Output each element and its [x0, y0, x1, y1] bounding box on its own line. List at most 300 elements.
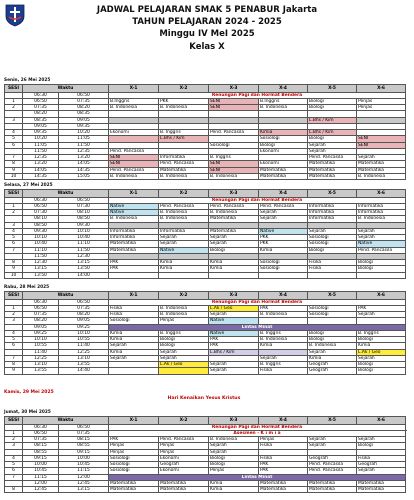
subject-cell: Matematika — [357, 167, 406, 173]
time-start-cell: 11:50 — [23, 148, 59, 154]
time-end-cell: 11:15 — [59, 468, 109, 474]
subject-cell: Matematika — [259, 480, 308, 486]
time-end-cell: 08:35 — [59, 111, 109, 117]
time-end-cell: 09:35 — [59, 123, 109, 129]
time-end-cell: 08:15 — [59, 437, 109, 443]
time-end-cell: 10:55 — [59, 337, 109, 343]
subject-cell: PAK — [209, 343, 259, 349]
time-start-cell: 08:50 — [23, 222, 59, 228]
time-start-cell: 06:30 — [23, 197, 59, 203]
subject-cell: Matematika — [259, 173, 308, 179]
subject-cell: Matematika — [308, 480, 357, 486]
subject-cell: Biologi — [308, 247, 357, 253]
subject-cell: PAK — [259, 305, 308, 311]
holiday-notice — [4, 390, 404, 403]
table-header-row — [5, 190, 406, 198]
column-header: Waktu — [23, 85, 109, 93]
subject-cell: B. Indonesia — [159, 312, 209, 318]
subject-cell — [308, 272, 357, 278]
subject-cell: Sejarah — [308, 437, 357, 443]
subject-cell: SENI — [357, 136, 406, 142]
column-header: Waktu — [23, 417, 109, 425]
subject-cell: B. Indonesia — [209, 173, 259, 179]
time-end-cell: 08:50 — [59, 216, 109, 222]
subject-cell: Informatika — [308, 210, 357, 216]
session-cell: 6 — [5, 142, 23, 148]
subject-cell: Sejarah — [259, 210, 308, 216]
time-end-cell: 13:15 — [59, 487, 109, 493]
time-start-cell: 07:35 — [23, 312, 59, 318]
subject-cell: Kimia — [109, 330, 159, 336]
time-start-cell: 14:05 — [23, 167, 59, 173]
session-cell: 7 — [5, 355, 23, 361]
subject-cell: Biologi — [308, 136, 357, 142]
subject-cell: Biologi — [259, 142, 308, 148]
subject-cell: Kimia — [209, 260, 259, 266]
schedule-table — [4, 84, 406, 180]
column-header: X-5 — [308, 190, 357, 198]
time-end-cell: 10:10 — [59, 228, 109, 234]
session-cell: 6 — [5, 343, 23, 349]
session-cell: 1 — [5, 203, 23, 209]
subject-cell: B. Indonesia — [209, 437, 259, 443]
subject-cell: Biologi — [209, 247, 259, 253]
subject-cell: L.Ak / Geo — [209, 305, 259, 311]
subject-cell: Fisika — [109, 312, 159, 318]
subject-cell: B. Inggris — [159, 130, 209, 136]
column-header: X-4 — [259, 417, 308, 425]
subject-cell: SENI — [209, 167, 259, 173]
subject-cell — [357, 272, 406, 278]
time-end-cell: 15:05 — [59, 173, 109, 179]
column-header: X-4 — [259, 190, 308, 198]
session-cell: 7 — [5, 155, 23, 161]
subject-cell: L.Bhs / Kim — [308, 117, 357, 123]
subject-cell: Sosiologi — [109, 468, 159, 474]
column-header: X-6 — [357, 190, 406, 198]
time-end-cell: 08:10 — [59, 210, 109, 216]
subject-cell: Sejarah — [209, 235, 259, 241]
time-end-cell: 11:05 — [59, 136, 109, 142]
subject-cell: Matematika — [308, 167, 357, 173]
time-start-cell: 14:35 — [23, 173, 59, 179]
subject-cell: SENI — [357, 142, 406, 148]
subject-cell: Biologi — [357, 362, 406, 368]
subject-cell: Informatika — [109, 228, 159, 234]
subject-cell — [259, 272, 308, 278]
time-end-cell: 07:35 — [59, 98, 109, 104]
subject-cell: Geografi — [308, 368, 357, 374]
subject-cell: Sosiologi — [109, 455, 159, 461]
time-start-cell: 13:10 — [23, 362, 59, 368]
subject-cell: B. Inggris — [209, 155, 259, 161]
subject-cell: Sejarah — [308, 349, 357, 355]
subject-cell: PAK — [109, 437, 159, 443]
subject-cell: Geografi — [308, 362, 357, 368]
column-header: SESI — [5, 292, 23, 300]
subject-cell: Biologi — [357, 260, 406, 266]
session-cell: 5 — [5, 462, 23, 468]
time-end-cell: 13:20 — [59, 155, 109, 161]
time-end-cell: 13:55 — [59, 362, 109, 368]
subject-cell: Informatika — [109, 235, 159, 241]
time-start-cell: 10:10 — [23, 235, 59, 241]
session-cell: 2 — [5, 312, 23, 318]
time-start-cell: 07:30 — [23, 210, 59, 216]
subject-cell: Ekonomi — [159, 468, 209, 474]
subject-cell: Penjas — [109, 449, 159, 455]
time-end-cell: 08:55 — [59, 443, 109, 449]
subject-cell: Sejarah — [357, 228, 406, 234]
subject-cell: Native — [109, 203, 159, 209]
table-row — [5, 173, 406, 179]
time-end-cell: 13:15 — [59, 260, 109, 266]
session-cell: 1 — [5, 430, 23, 436]
subject-cell: Informatika — [308, 203, 357, 209]
subject-cell: Fisika — [308, 266, 357, 272]
time-end-cell: 12:35 — [59, 148, 109, 154]
subject-cell: Ekonomi — [109, 130, 159, 136]
subject-cell: Native — [209, 330, 259, 336]
subject-cell: Sejarah — [209, 362, 259, 368]
subject-cell: B. Indonesia — [357, 216, 406, 222]
time-start-cell: 10:45 — [23, 468, 59, 474]
subject-cell: Sejarah — [209, 312, 259, 318]
subject-cell: Native — [357, 241, 406, 247]
subject-cell — [109, 368, 159, 374]
time-end-cell: 09:25 — [59, 324, 109, 330]
time-end-cell: 10:40 — [59, 235, 109, 241]
subject-cell: Sosiologi — [109, 318, 159, 324]
session-cell: 9 — [5, 266, 23, 272]
event-banner: Renungan Pagi dan Hormat Bendera — [109, 299, 406, 305]
subject-cell: Sejarah — [159, 235, 209, 241]
time-start-cell: 06:50 — [23, 203, 59, 209]
subject-cell: Matematika — [159, 167, 209, 173]
table-header-row — [5, 85, 406, 93]
subject-cell: Penjas — [109, 443, 159, 449]
day-label: Rabu, 28 Mei 2025 — [4, 285, 50, 290]
column-header: X-1 — [109, 190, 159, 198]
class-label: Kelas X — [189, 42, 225, 52]
subject-cell: PAK — [259, 462, 308, 468]
elective-banner: Lintas Minat — [109, 324, 406, 330]
time-end-cell: 10:20 — [59, 130, 109, 136]
subject-cell: B. Indonesia — [259, 337, 308, 343]
subject-cell: Sosiologi — [259, 260, 308, 266]
time-start-cell: 06:50 — [23, 98, 59, 104]
time-start-cell: 11:05 — [23, 142, 59, 148]
column-header: X-2 — [159, 292, 209, 300]
time-start-cell: 06:50 — [23, 430, 59, 436]
subject-cell: Sejarah — [209, 449, 259, 455]
time-end-cell: 07:35 — [59, 305, 109, 311]
table-row — [5, 272, 406, 278]
subject-cell: Kimia — [109, 349, 159, 355]
subject-cell: Geografi — [159, 462, 209, 468]
column-header: X-6 — [357, 292, 406, 300]
session-cell: 7 — [5, 474, 23, 480]
subject-cell: Native — [109, 210, 159, 216]
session-cell: 6 — [5, 468, 23, 474]
time-end-cell: 12:45 — [59, 480, 109, 486]
time-end-cell: 10:10 — [59, 330, 109, 336]
event-banner: Renungan Pagi dan Hormat Bendera — [109, 424, 406, 430]
schedule-table — [4, 416, 406, 493]
time-end-cell: 14:00 — [59, 272, 109, 278]
time-start-cell: 12:00 — [23, 480, 59, 486]
time-start-cell: 09:25 — [23, 330, 59, 336]
time-end-cell: 08:20 — [59, 105, 109, 111]
time-end-cell: 14:05 — [59, 161, 109, 167]
column-header: X-2 — [159, 417, 209, 425]
time-start-cell: 10:00 — [23, 462, 59, 468]
subject-cell: Penjas — [159, 318, 209, 324]
subject-cell: Sosiologi — [308, 312, 357, 318]
subject-cell: Matematika — [159, 480, 209, 486]
column-header: X-3 — [209, 292, 259, 300]
session-cell: 6 — [5, 241, 23, 247]
column-header: SESI — [5, 190, 23, 198]
table-row — [5, 487, 406, 493]
time-start-cell: 08:10 — [23, 216, 59, 222]
subject-cell: B. Indonesia — [308, 343, 357, 349]
column-header: Waktu — [23, 190, 109, 198]
session-cell: 2 — [5, 437, 23, 443]
subject-cell: Biologi — [357, 337, 406, 343]
column-header: X-2 — [159, 85, 209, 93]
subject-cell: B. Inggris — [259, 330, 308, 336]
subject-cell: Penjas — [209, 468, 259, 474]
subject-cell: Sosiologi — [109, 462, 159, 468]
subject-cell: B.Inggris — [109, 98, 159, 104]
time-start-cell: 09:05 — [23, 123, 59, 129]
time-start-cell: 11:15 — [23, 474, 59, 480]
time-start-cell: 08:20 — [23, 318, 59, 324]
subject-cell: Sejarah — [259, 355, 308, 361]
subject-cell: Sejarah — [159, 349, 209, 355]
time-end-cell: 11:50 — [59, 247, 109, 253]
subject-cell: Sejarah — [259, 216, 308, 222]
subject-cell: Matematika — [357, 487, 406, 493]
subject-cell: Pend. Pancasila — [209, 130, 259, 136]
subject-cell: SENI — [209, 105, 259, 111]
time-start-cell: 09:05 — [23, 324, 59, 330]
time-start-cell: 13:55 — [23, 368, 59, 374]
event-banner: Asesmen - K i m i a — [109, 430, 406, 436]
subject-cell: Kimia — [209, 487, 259, 493]
schedule-title: JADWAL PELAJARAN SMAK 5 PENABUR Jakarta — [96, 5, 318, 15]
subject-cell: SENI — [109, 161, 159, 167]
subject-cell: Biologi — [308, 330, 357, 336]
session-cell: 3 — [5, 222, 23, 228]
subject-cell: Kimia — [259, 130, 308, 136]
time-start-cell: 13:20 — [23, 161, 59, 167]
column-header: X-1 — [109, 417, 159, 425]
subject-cell: Sejarah — [159, 241, 209, 247]
session-cell: 3 — [5, 117, 23, 123]
subject-cell: Sejarah — [308, 148, 357, 154]
subject-cell: Penjas — [159, 443, 209, 449]
subject-cell: Matematika — [357, 161, 406, 167]
subject-cell: Native — [209, 318, 259, 324]
time-start-cell: 12:35 — [23, 155, 59, 161]
subject-cell: Sejarah — [357, 437, 406, 443]
time-end-cell: 10:45 — [59, 462, 109, 468]
time-end-cell: 06:50 — [59, 299, 109, 305]
subject-cell: Sejarah — [308, 142, 357, 148]
subject-cell: Sejarah — [357, 155, 406, 161]
time-end-cell: 08:20 — [59, 312, 109, 318]
time-end-cell: 06:50 — [59, 92, 109, 98]
subject-cell: Kimia — [159, 260, 209, 266]
subject-cell: Kimia — [259, 247, 308, 253]
subject-cell: Sejarah — [109, 343, 159, 349]
subject-cell: Sosiologi — [209, 142, 259, 148]
subject-cell: L.Ak / Geo — [357, 349, 406, 355]
session-cell: 8 — [5, 362, 23, 368]
time-start-cell: 06:30 — [23, 92, 59, 98]
time-start-cell: 06:50 — [23, 305, 59, 311]
time-start-cell: 08:15 — [23, 443, 59, 449]
subject-cell: Sejarah — [209, 241, 259, 247]
subject-cell: SENI — [109, 155, 159, 161]
holiday-day-label: Kamis, 29 Mei 2025 — [4, 390, 54, 395]
time-start-cell: 13:50 — [23, 272, 59, 278]
subject-cell: Matematika — [109, 487, 159, 493]
session-cell: 3 — [5, 318, 23, 324]
subject-cell: Kimia — [357, 343, 406, 349]
session-cell: 4 — [5, 330, 23, 336]
time-end-cell: 10:00 — [59, 455, 109, 461]
session-cell: 4 — [5, 455, 23, 461]
session-cell: 4 — [5, 130, 23, 136]
subject-cell: Pend. Pancasila — [308, 462, 357, 468]
subject-cell: Fisika — [259, 368, 308, 374]
session-cell: 1 — [5, 305, 23, 311]
subject-cell: Matematika — [159, 487, 209, 493]
column-header: SESI — [5, 85, 23, 93]
time-end-cell: 11:40 — [59, 343, 109, 349]
subject-cell: Pend. Pancasila — [159, 203, 209, 209]
column-header: Waktu — [23, 292, 109, 300]
time-end-cell: 11:50 — [59, 142, 109, 148]
subject-cell: Matematika — [259, 167, 308, 173]
subject-cell: Pend. Pancasila — [159, 161, 209, 167]
subject-cell: Sejarah — [308, 228, 357, 234]
subject-cell: Pend. Pancasila — [259, 203, 308, 209]
subject-cell: L.Bhs / Kim — [159, 136, 209, 142]
subject-cell: Kimia — [159, 266, 209, 272]
time-end-cell: 13:10 — [59, 355, 109, 361]
subject-cell: Geografi — [357, 462, 406, 468]
subject-cell: PAK — [109, 260, 159, 266]
subject-cell: Penjas — [357, 105, 406, 111]
subject-cell: Sosiologi — [259, 136, 308, 142]
subject-cell: B. Indonesia — [159, 305, 209, 311]
subject-cell: L.Ak / Geo — [159, 362, 209, 368]
time-start-cell: 12:45 — [23, 487, 59, 493]
time-start-cell: 10:55 — [23, 343, 59, 349]
time-start-cell: 11:40 — [23, 349, 59, 355]
subject-cell: Penjas — [357, 98, 406, 104]
session-cell: 7 — [5, 247, 23, 253]
time-end-cell: 09:05 — [59, 117, 109, 123]
subject-cell: PAK — [109, 266, 159, 272]
subject-cell: Informatika — [159, 228, 209, 234]
table-header-row — [5, 417, 406, 425]
time-start-cell: 10:20 — [23, 136, 59, 142]
time-start-cell: 06:30 — [23, 299, 59, 305]
subject-cell: B. Indonesia — [159, 173, 209, 179]
time-end-cell: 09:05 — [59, 318, 109, 324]
time-start-cell: 12:25 — [23, 355, 59, 361]
subject-cell: B. Indonesia — [159, 105, 209, 111]
subject-cell: Sosiologi — [308, 241, 357, 247]
time-start-cell: 07:35 — [23, 437, 59, 443]
subject-cell: Informatika — [308, 216, 357, 222]
subject-cell: Pend. Pancasila — [109, 167, 159, 173]
subject-cell: PKK — [259, 241, 308, 247]
time-start-cell: 11:50 — [23, 253, 59, 259]
time-start-cell: 13:15 — [23, 266, 59, 272]
subject-cell: Ekonomi — [159, 455, 209, 461]
time-start-cell: 12:30 — [23, 260, 59, 266]
subject-cell: Kimia — [209, 266, 259, 272]
session-cell: 5 — [5, 235, 23, 241]
subject-cell: PKK — [259, 235, 308, 241]
subject-cell: Biologi — [209, 462, 259, 468]
subject-cell: Sejarah — [159, 355, 209, 361]
column-header: X-2 — [159, 190, 209, 198]
time-end-cell: 09:30 — [59, 222, 109, 228]
subject-cell: Biologi — [357, 368, 406, 374]
subject-cell: L.Bhs / Kim — [209, 349, 259, 355]
session-cell: 8 — [5, 260, 23, 266]
time-start-cell: 08:35 — [23, 117, 59, 123]
elective-banner: Lintas Minat — [109, 474, 406, 480]
subject-cell: Native — [259, 228, 308, 234]
subject-cell: Sosiologi — [308, 305, 357, 311]
schedule-table — [4, 189, 406, 279]
day-label: Jumat, 30 Mei 2025 — [4, 410, 51, 415]
subject-cell: Matematika — [209, 216, 259, 222]
time-end-cell: 14:40 — [59, 368, 109, 374]
subject-cell: B.Inggris — [259, 98, 308, 104]
subject-cell: Fisika — [357, 455, 406, 461]
subject-cell: Biologi — [308, 337, 357, 343]
subject-cell: B. Indonesia — [209, 210, 259, 216]
subject-cell: Biologi — [159, 337, 209, 343]
time-end-cell: 07:30 — [59, 203, 109, 209]
day-label: Senin, 26 Mei 2025 — [4, 78, 51, 83]
subject-cell: B. Indonesia — [159, 210, 209, 216]
time-end-cell: 09:15 — [59, 449, 109, 455]
subject-cell: Informatika — [357, 210, 406, 216]
subject-cell: Fisika — [308, 260, 357, 266]
table-header-row — [5, 292, 406, 300]
subject-cell: Pend. Pancasila — [357, 247, 406, 253]
day-label: Selasa, 27 Mei 2025 — [4, 183, 53, 188]
time-start-cell: 09:30 — [23, 228, 59, 234]
column-header: X-1 — [109, 292, 159, 300]
session-cell: 4 — [5, 228, 23, 234]
subject-cell: Sejarah — [209, 443, 259, 449]
subject-cell: Biologi — [357, 266, 406, 272]
subject-cell: PAK — [357, 305, 406, 311]
session-cell: 8 — [5, 487, 23, 493]
time-end-cell: 12:30 — [59, 253, 109, 259]
